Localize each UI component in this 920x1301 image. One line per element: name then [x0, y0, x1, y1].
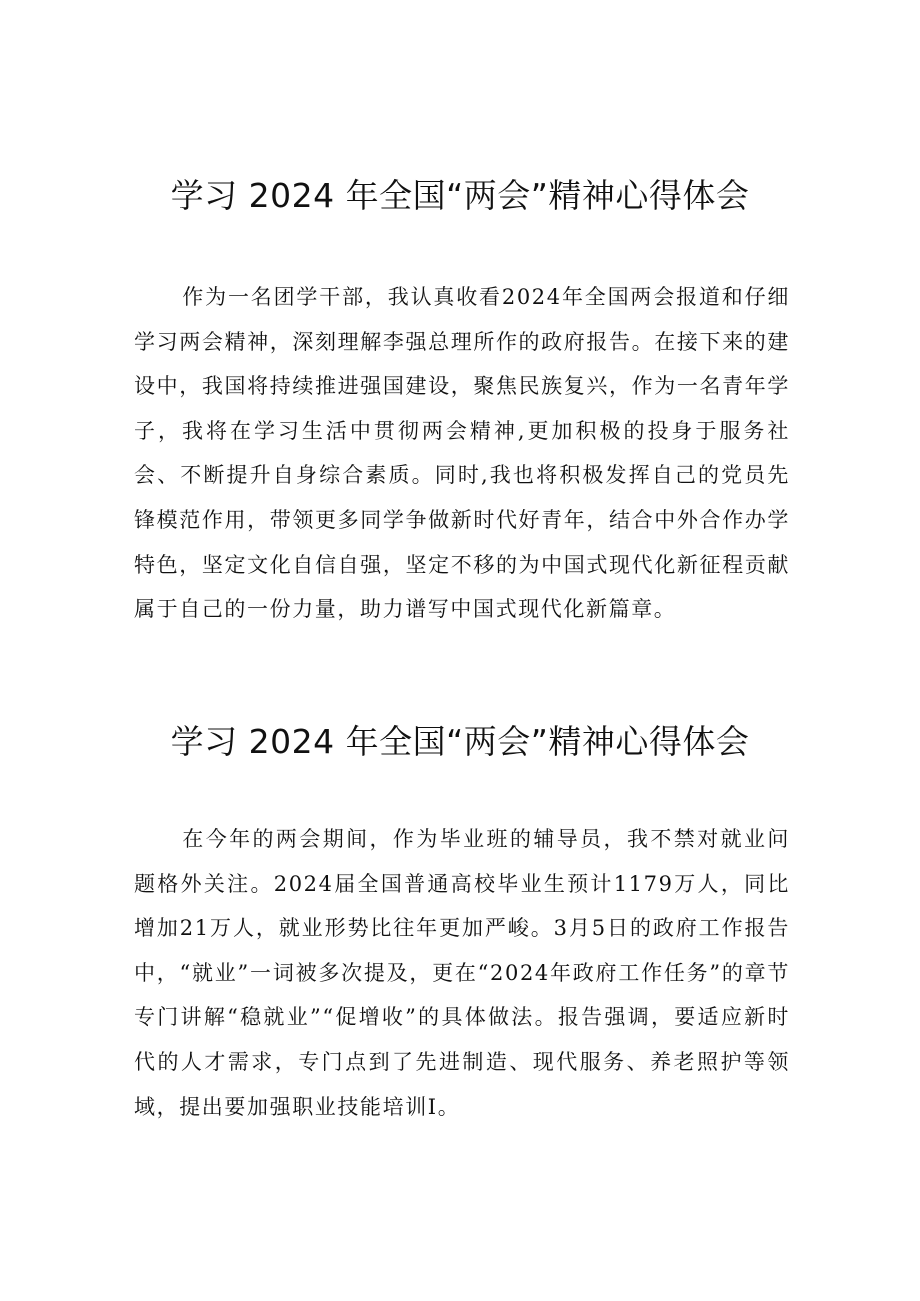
section-title: 学习 2024 年全国“两会”精神心得体会	[170, 176, 750, 215]
section-body: 在今年的两会期间，作为毕业班的辅导员，我不禁对就业问题格外关注。2024届全国普通高校毕业生预计1179万人，同比增加21万人，就业形势比往年更加严峻。3月5日的政府工作报告中，“就业”一词被多次提及，更在“2024年政府工作任务”的章节专门讲解“稳就业”“促增收”的具体做法。报告强调，要适应新时代的人才需求，专门点到了先进制造、现代服务、养老照护等领域，提出要加强职业技能培训I。	[134, 827, 790, 1119]
section-title: 学习 2024 年全国“两会”精神心得体会	[170, 722, 750, 761]
section-body: 作为一名团学干部，我认真收看2024年全国两会报道和仔细学习两会精神，深刻理解李强总理所作的政府报告。在接下来的建设中，我国将持续推进强国建设，聚焦民族复兴，作为一名青年学子，我将在学习生活中贯彻两会精神,更加积极的投身于服务社会、不断提升自身综合素质。同时,我也将积极发挥自己的党员先锋模范作用，带领更多同学争做新时代好青年，结合中外合作办学特色，坚定文化自信自强，坚定不移的为中国式现代化新征程贡献属于自己的一份力量，助力谱写中国式现代化新篇章。	[134, 285, 790, 622]
